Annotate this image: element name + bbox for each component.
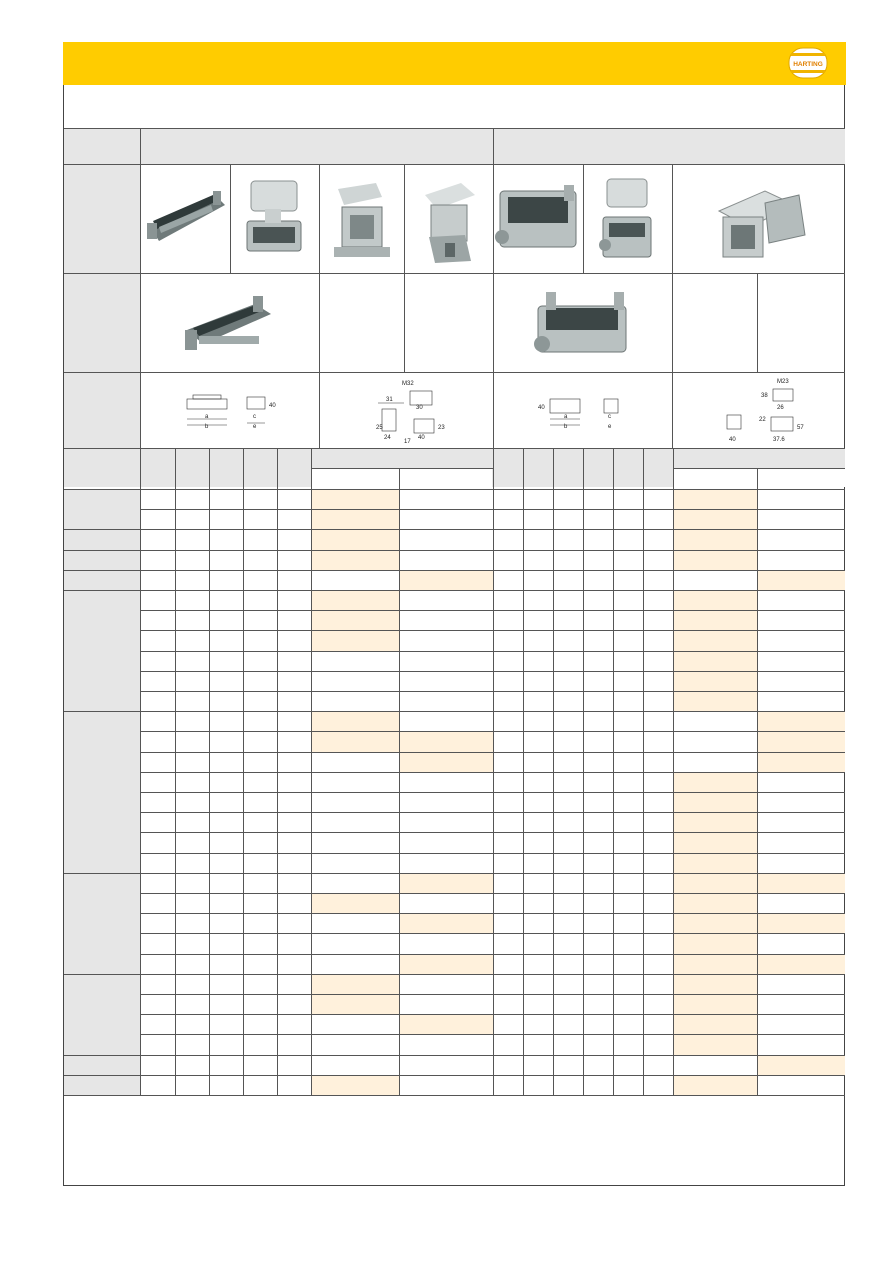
highlight-cell	[757, 711, 845, 731]
drawing-divider	[319, 372, 320, 448]
highlight-cell	[311, 529, 399, 549]
column-divider	[399, 468, 400, 1095]
highlight-cell	[673, 893, 757, 913]
group-label-cell	[64, 529, 140, 549]
highlight-cell	[311, 610, 399, 630]
svg-text:a: a	[205, 414, 209, 420]
photo-divider	[757, 273, 758, 372]
label-cell-2	[64, 165, 140, 273]
highlight-cell	[673, 529, 757, 549]
photo-divider	[230, 164, 231, 273]
photo-divider	[319, 273, 320, 372]
highlight-cell	[673, 610, 757, 630]
highlight-cell	[673, 651, 757, 671]
highlight-cell	[673, 954, 757, 974]
svg-text:26: 26	[777, 405, 784, 411]
highlight-cell	[673, 853, 757, 873]
group-label-cell	[64, 974, 140, 1055]
label-cell-4	[64, 373, 140, 448]
series-header-left	[141, 128, 493, 164]
highlight-cell	[673, 812, 757, 832]
highlight-cell	[673, 691, 757, 711]
header-rule	[64, 448, 845, 449]
photo-housing-1	[141, 165, 230, 273]
svg-text:a: a	[564, 414, 568, 420]
photo-divider	[404, 164, 405, 273]
column-divider	[175, 448, 176, 1095]
label-divider	[140, 128, 141, 1095]
group-label-cell	[64, 711, 140, 873]
svg-text:38: 38	[761, 393, 768, 399]
highlight-cell	[673, 590, 757, 610]
label-cell-1	[64, 128, 140, 164]
highlight-cell	[757, 913, 845, 933]
highlight-cell	[311, 590, 399, 610]
highlight-cell	[311, 994, 399, 1014]
subheader-rule	[311, 468, 493, 469]
group-label-cell	[64, 1075, 140, 1095]
drawing-4	[673, 373, 845, 448]
highlight-cell	[673, 913, 757, 933]
highlight-cell	[399, 954, 493, 974]
highlight-cell	[311, 893, 399, 913]
header-rule	[64, 372, 845, 373]
svg-text:37.6: 37.6	[773, 437, 785, 443]
svg-text:40: 40	[269, 403, 276, 409]
highlight-cell	[311, 711, 399, 731]
svg-text:40: 40	[538, 405, 545, 411]
header-rule	[64, 128, 845, 129]
photo-housing-8	[141, 274, 319, 372]
column-divider	[523, 448, 524, 1095]
photo-housing-9	[494, 274, 672, 372]
table-subheader-right	[673, 469, 845, 487]
svg-text:c: c	[253, 414, 256, 420]
column-divider	[643, 448, 644, 1095]
table-subheader-left	[311, 469, 492, 487]
highlight-cell	[399, 570, 493, 590]
series-header-right	[494, 128, 845, 164]
svg-text:b: b	[205, 424, 209, 430]
highlight-cell	[399, 913, 493, 933]
svg-text:40: 40	[418, 435, 425, 441]
column-divider	[757, 468, 758, 1095]
header-band	[63, 42, 846, 85]
highlight-cell	[311, 489, 399, 509]
drawing-2	[320, 373, 493, 448]
svg-text:57: 57	[797, 425, 804, 431]
label-cell-5	[64, 449, 140, 487]
svg-text:40: 40	[729, 437, 736, 443]
group-label-cell	[64, 1055, 140, 1075]
photo-divider	[583, 164, 584, 273]
highlight-cell	[673, 873, 757, 893]
group-label-cell	[64, 590, 140, 711]
highlight-cell	[673, 772, 757, 792]
column-divider	[613, 448, 614, 1095]
photo-divider	[319, 164, 320, 273]
highlight-cell	[673, 994, 757, 1014]
svg-text:17: 17	[404, 439, 411, 445]
highlight-cell	[673, 933, 757, 953]
photo-housing-2	[231, 165, 319, 273]
highlight-cell	[757, 752, 845, 772]
group-label-cell	[64, 550, 140, 570]
svg-text:e: e	[608, 424, 612, 430]
photo-divider	[672, 273, 673, 372]
harting-logo	[787, 47, 829, 79]
highlight-cell	[673, 550, 757, 570]
highlight-cell	[673, 1075, 757, 1095]
subheader-rule	[673, 468, 845, 469]
photo-housing-3	[320, 165, 404, 273]
highlight-cell	[311, 509, 399, 529]
column-divider	[277, 448, 278, 1095]
column-divider	[553, 448, 554, 1095]
highlight-cell	[673, 792, 757, 812]
highlight-cell	[399, 1014, 493, 1034]
highlight-cell	[311, 974, 399, 994]
drawing-3	[494, 373, 672, 448]
highlight-cell	[673, 489, 757, 509]
highlight-cell	[673, 509, 757, 529]
column-divider	[209, 448, 210, 1095]
highlight-cell	[673, 630, 757, 650]
header-rule	[64, 164, 845, 165]
highlight-cell	[757, 570, 845, 590]
svg-text:31: 31	[386, 397, 393, 403]
highlight-cell	[757, 873, 845, 893]
photo-housing-6	[583, 165, 672, 273]
highlight-cell	[757, 1055, 845, 1075]
photo-housing-5	[494, 165, 582, 273]
highlight-cell	[673, 974, 757, 994]
photo-divider	[404, 273, 405, 372]
highlight-cell	[399, 752, 493, 772]
svg-text:e: e	[253, 424, 257, 430]
photo-housing-7	[673, 165, 845, 273]
highlight-cell	[757, 954, 845, 974]
svg-text:c: c	[608, 414, 611, 420]
highlight-cell	[311, 731, 399, 751]
group-label-cell	[64, 570, 140, 590]
label-cell-3	[64, 274, 140, 372]
svg-text:b: b	[564, 424, 568, 430]
highlight-cell	[311, 1075, 399, 1095]
column-divider	[311, 448, 312, 1095]
highlight-cell	[311, 630, 399, 650]
header-rule	[64, 273, 845, 274]
column-divider	[243, 448, 244, 1095]
series-divider	[493, 128, 494, 1095]
group-label-cell	[64, 873, 140, 974]
highlight-cell	[673, 1014, 757, 1034]
column-divider	[583, 448, 584, 1095]
column-divider	[673, 448, 674, 1095]
highlight-cell	[399, 873, 493, 893]
highlight-cell	[673, 671, 757, 691]
highlight-cell	[673, 832, 757, 852]
svg-text:M23: M23	[777, 379, 789, 385]
drawing-divider	[672, 372, 673, 448]
svg-text:25: 25	[376, 425, 383, 431]
photo-housing-4	[405, 165, 493, 273]
svg-text:HARTING: HARTING	[793, 61, 823, 68]
drawing-1	[141, 373, 319, 448]
table-bottom-rule	[64, 1095, 845, 1096]
highlight-cell	[399, 731, 493, 751]
highlight-cell	[673, 1034, 757, 1054]
highlight-cell	[311, 550, 399, 570]
photo-divider	[672, 164, 673, 273]
svg-text:23: 23	[438, 425, 445, 431]
highlight-cell	[757, 731, 845, 751]
svg-text:22: 22	[759, 417, 766, 423]
group-label-cell	[64, 489, 140, 529]
svg-text:30: 30	[416, 405, 423, 411]
svg-text:M32: M32	[402, 381, 414, 387]
svg-text:24: 24	[384, 435, 391, 441]
